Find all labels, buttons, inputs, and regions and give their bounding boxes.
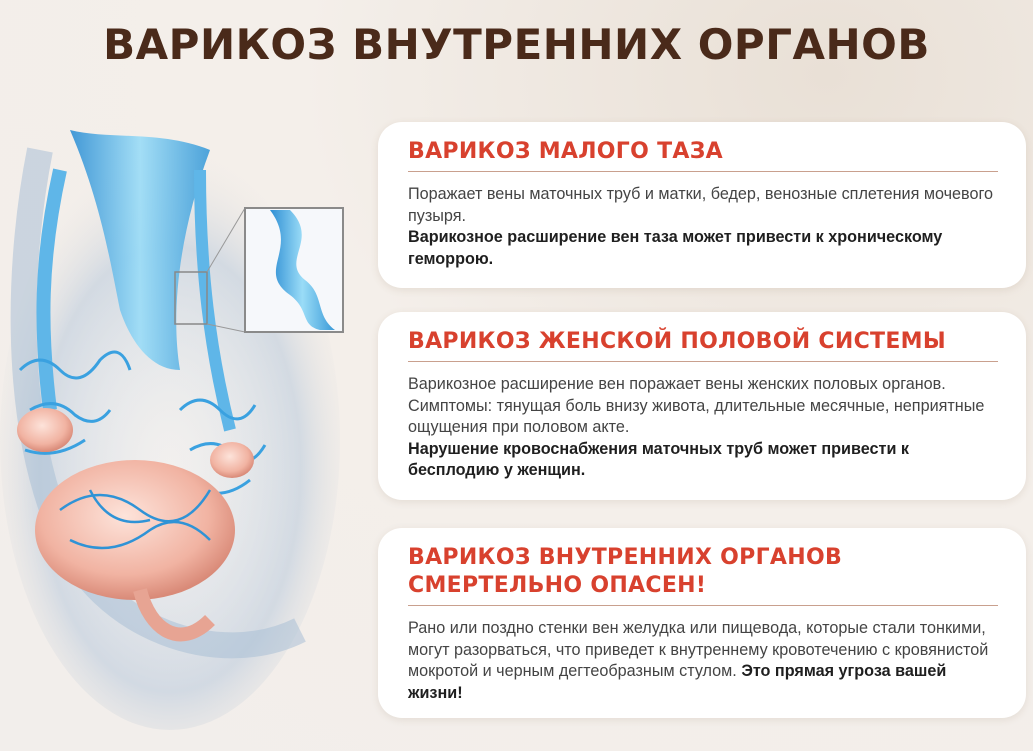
card-bold-text: Варикозное расширение вен таза может привести к хроническому геморрою. — [408, 228, 943, 268]
card-female-reproductive-varicose — [378, 312, 1026, 500]
card-body — [408, 184, 998, 270]
card-heading: ВАРИКОЗ МАЛОГО ТАЗА — [408, 138, 998, 172]
card-text: Варикозное расширение вен поражает вены женских половых органов. Симптомы: тянущая боль внизу живота, длительные месячные, неприятные ощущения при половом акте. — [408, 375, 985, 436]
card-heading: ВАРИКОЗ ВНУТРЕННИХ ОРГАНОВ СМЕРТЕЛЬНО ОПАСЕН! — [408, 544, 998, 606]
card-heading: ВАРИКОЗ ЖЕНСКОЙ ПОЛОВОЙ СИСТЕМЫ — [408, 328, 998, 362]
page-title: ВАРИКОЗ ВНУТРЕННИХ ОРГАНОВ — [103, 20, 930, 69]
card-body — [408, 618, 998, 704]
pelvic-veins-illustration — [0, 110, 372, 750]
card-body — [408, 374, 998, 482]
card-bold-text: Это прямая угроза вашей жизни! — [408, 662, 947, 702]
card-text: Поражает вены маточных труб и матки, бедер, венозные сплетения мочевого пузыря. — [408, 185, 994, 225]
uterus — [35, 460, 235, 600]
card-pelvic-varicose — [378, 122, 1026, 288]
card-internal-organs-danger — [378, 528, 1026, 718]
ovary-right — [210, 442, 254, 478]
card-bold-text: Нарушение кровоснабжения маточных труб может привести к бесплодию у женщин. — [408, 439, 909, 479]
ovary-left — [17, 408, 73, 452]
card-text: Рано или поздно стенки вен желудка или пищевода, которые стали тонкими, могут разорваться, что приведет к внутреннему кровотечению с кровянистой мокротой и черным дегтеобразным стулом. — [408, 619, 989, 680]
